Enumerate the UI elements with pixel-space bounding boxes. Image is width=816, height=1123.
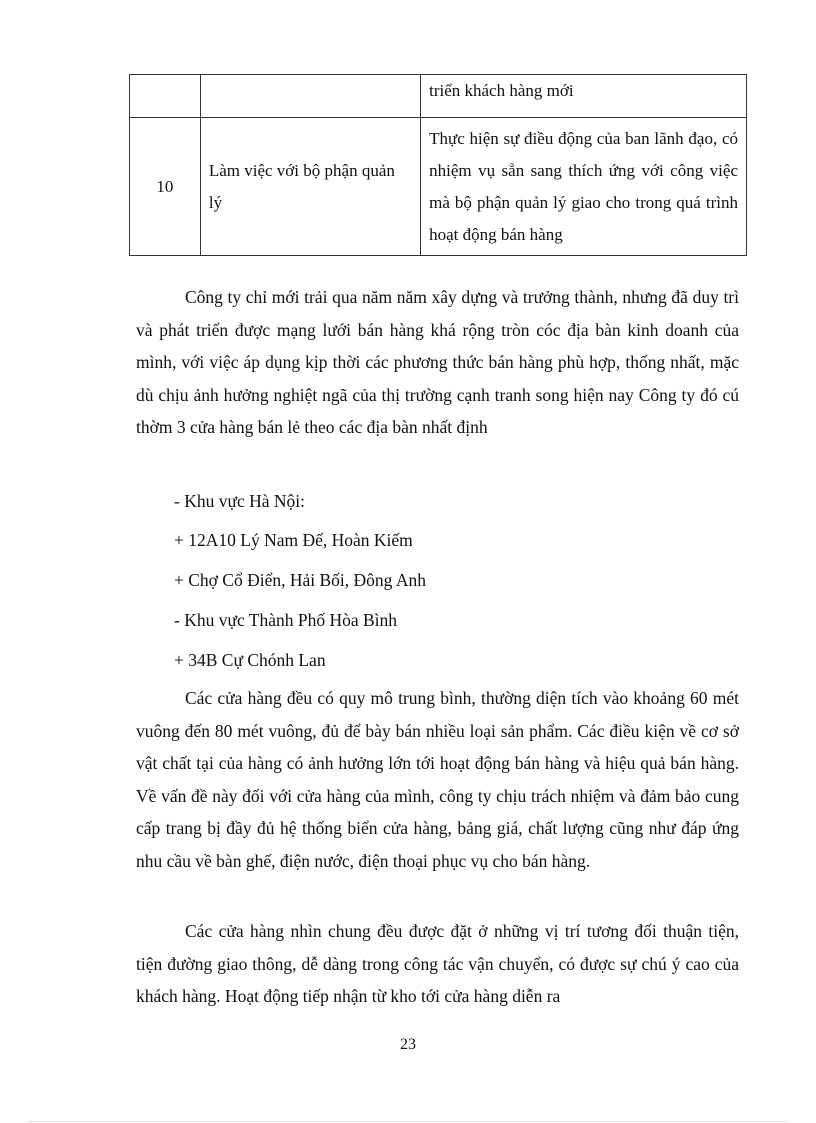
location-item: + Chợ Cổ Điển, Hải Bối, Đông Anh <box>174 570 426 590</box>
table-row <box>130 118 747 256</box>
table-cell-description: Thực hiện sự điều động của ban lãnh đạo, có nhiệm vụ sẵn sang thích ứng với công việc mà bộ phận quản lý giao cho trong quá trình hoạt động bán hàng <box>421 118 747 256</box>
table-cell-description: triển khách hàng mới <box>421 75 747 118</box>
table-cell-number <box>130 75 201 118</box>
page-bottom-divider <box>28 1121 788 1122</box>
paragraph-store-locations: Các cửa hàng nhìn chung đều được đặt ở những vị trí tương đối thuận tiện, tiện đường giao thông, dễ dàng trong công tác vận chuyển, có được sự chú ý cao của khách hàng. Hoạt động tiếp nhận từ kho tới cửa hàng diễn ra <box>136 921 739 1006</box>
duty-table <box>129 74 747 256</box>
body-text-block <box>136 281 739 444</box>
location-heading-hanoi: - Khu vực Hà Nội: <box>174 491 305 511</box>
table-row <box>130 75 747 118</box>
paragraph-stores-overview: Công ty chỉ mới trải qua năm năm xây dựng và trưởng thành, nhưng đã duy trì và phát triển được mạng lưới bán hàng khá rộng tròn cóc địa bàn kinh doanh của mình, với việc áp dụng kịp thời các phương thức bán hàng phù hợp, thống nhất, mặc dù chịu ảnh hưởng nghiệt ngã của thị trường cạnh tranh song hiện nay Công ty đó cú thờm 3 cửa hàng bán lẻ theo các địa bàn nhất định <box>136 287 739 437</box>
location-heading-hoa-binh: - Khu vực Thành Phố Hòa Bình <box>174 610 398 630</box>
table-cell-task <box>200 75 420 118</box>
table-cell-number: 10 <box>130 118 201 256</box>
paragraph-store-facilities: Các cửa hàng đều có quy mô trung bình, thường diện tích vào khoảng 60 mét vuông đến 80 mét vuông, đủ để bày bán nhiều loại sản phẩm. Các điều kiện về cơ sở vật chất tại của hàng có ảnh hưởng lớn tới hoạt động bán hàng và hiệu quả bán hàng. Về vấn đề này đối với cửa hàng của mình, công ty chịu trách nhiệm và đảm bảo cung cấp trang bị đầy đủ hệ thống biển cửa hàng, bảng giá, chất lượng cũng như đáp ứng nhu cầu về bàn ghế, điện nước, điện thoại phục vụ cho bán hàng. <box>136 688 739 871</box>
location-item: + 34B Cự Chónh Lan <box>174 650 326 670</box>
table-cell-task: Làm việc với bộ phận quản lý <box>200 118 420 256</box>
location-item: + 12A10 Lý Nam Đế, Hoàn Kiếm <box>174 530 413 550</box>
page-number: 23 <box>400 1036 416 1053</box>
